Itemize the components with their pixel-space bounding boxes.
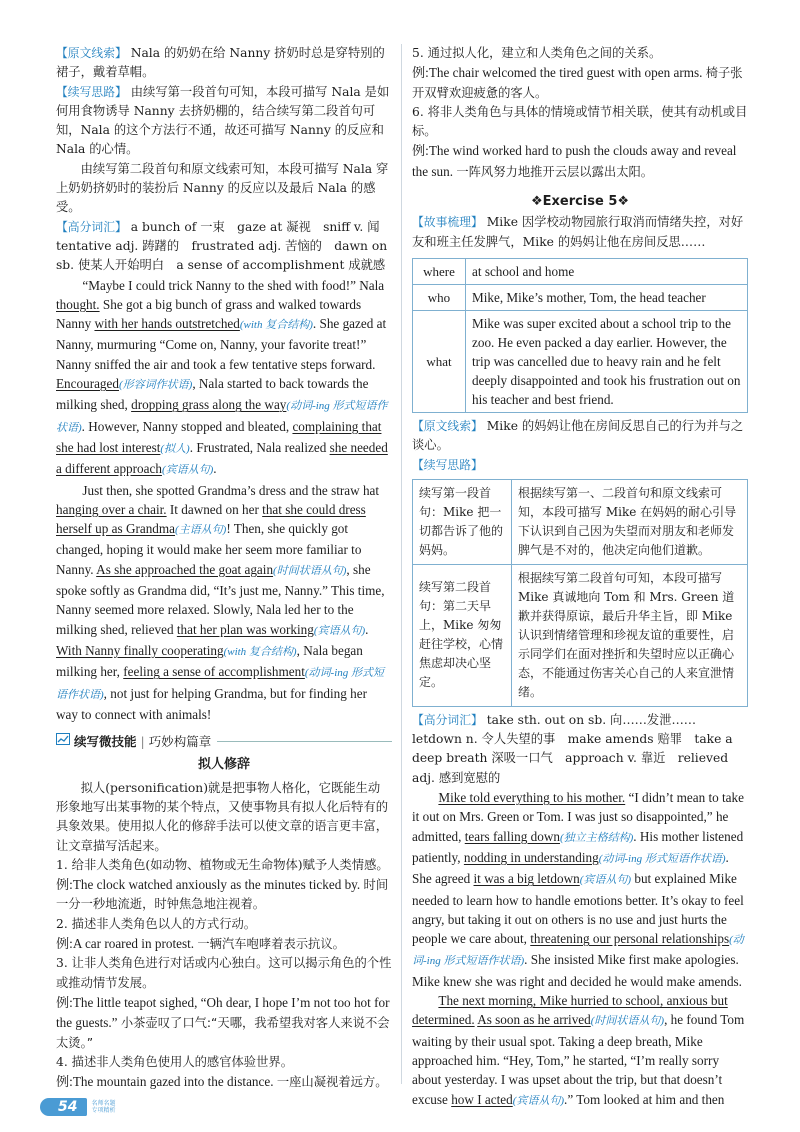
- writing-idea-paragraph: [56, 83, 392, 160]
- writing-idea-text: 由续写第一段首句可知，本段可描写 Nala 是如何用食物诱导 Nanny 去挤奶棚的，结合续写第二段首句可知，Nala 的这个方法行不通，故还可描写 Nanny 的反应和 Nala 的心情。: [56, 84, 390, 157]
- right-writing-idea-tag-line: [412, 456, 748, 475]
- highlighted-phrase: threatening our personal relationships: [530, 931, 730, 947]
- skill-subtitle: 巧妙构篇章: [148, 734, 212, 750]
- writing-idea-explanation: 根据续写第二段首句可知，本段可描写 Mike 真诚地向 Tom 和 Mrs. Green 道歉并获得原谅，最后升华主旨，即 Mike 认识到情绪管理和珍视友谊的重要性，启示同学们在面对挫折和失望时应以正确心态，不能通过伤害关心自己的人来宣泄情绪。: [512, 564, 748, 706]
- example-chinese: 时间一分一秒地流逝，时钟焦急地注视着。: [56, 878, 389, 912]
- highlighted-phrase: it was a big letdown: [473, 871, 580, 887]
- technique-list-continued: [412, 44, 748, 182]
- essay-text: , not just for helping Grandma, but for finding her way to connect with animals!: [56, 685, 368, 722]
- technique-example: [56, 934, 392, 954]
- writing-idea-row: [413, 564, 748, 706]
- example-chinese: 小茶壶叹了口气:“天哪，我希望我对客人来说不会太烫。”: [56, 1016, 390, 1050]
- grammar-note: (时间状语从句): [590, 1015, 665, 1028]
- essay-paragraph-2: [56, 481, 392, 725]
- technique-example: [56, 993, 392, 1053]
- skill-separator: |: [140, 734, 145, 750]
- highlighted-phrase: with her hands outstretched: [94, 316, 240, 332]
- right-writing-idea-tag: 【续写思路】: [412, 457, 483, 472]
- highlighted-phrase: As she approached the goat again: [96, 561, 274, 577]
- footer-brand: [91, 1100, 115, 1114]
- original-clue-tag: 【原文线索】: [56, 46, 127, 60]
- example-chinese: 一阵风努力地推开云层以露出太阳。: [456, 164, 654, 179]
- technique-example: [412, 63, 748, 103]
- essay-text: It dawned on her: [166, 501, 263, 517]
- essay-paragraph-1: [56, 276, 392, 481]
- story-row: [413, 284, 748, 310]
- grammar-note: (宾语从句): [313, 624, 366, 637]
- example-english: 例:The clock watched anxiously as the minutes ticked by.: [56, 877, 364, 893]
- footer-brand-line-1: 名师名题: [91, 1100, 116, 1107]
- highlighted-phrase: that her plan was working: [176, 621, 314, 637]
- technique-heading: 4. 描述非人类角色使用人的感官体验世界。: [56, 1054, 293, 1069]
- grammar-note: (动词-ing 形式短语作状语): [56, 667, 385, 701]
- essay-text: . Frustrated, Nala realized: [189, 439, 330, 455]
- highlighted-phrase: thought.: [56, 296, 100, 312]
- trend-chart-icon: [56, 732, 70, 751]
- technique-heading: 1. 给非人类角色(如动物、植物或无生命物体)赋予人类情感。: [56, 857, 389, 872]
- section-title: 拟人修辞: [197, 757, 250, 773]
- story-row-value: Mike was super excited about a school trip to the zoo. He even packed a day earlier. However, the trip was cancelled due to heavy rain and he felt deeply disappointed and took his frustration out on his teacher and best friend.: [466, 310, 748, 412]
- page-footer: [40, 1098, 116, 1116]
- example-english: 例:A car roared in protest.: [56, 936, 198, 952]
- writing-idea-row: [413, 479, 748, 564]
- right-column: [412, 44, 748, 1111]
- example-chinese: 一座山凝视着远方。: [276, 1075, 388, 1090]
- example-english: 例:The little teapot sighed, “Oh dear, I hope I’m not too hot for the guests.”: [56, 994, 390, 1031]
- highlighted-phrase: feeling a sense of accomplishment: [123, 664, 305, 680]
- right-essay-paragraph-1: [412, 788, 748, 991]
- essay-text: .: [365, 621, 369, 637]
- highlighted-phrase: complaining that she had lost interest: [56, 418, 382, 455]
- story-row-key: where: [413, 258, 466, 284]
- footer-brand-line-2: 专项精析: [91, 1107, 116, 1114]
- original-clue-paragraph: [56, 44, 392, 83]
- personification-intro: 拟人(personification)就是把事物人格化，它既能生动形象地写出某事物的某个特点，又使事物具有拟人化后特有的具象效果。使用拟人化的修辞手法可以使文章的语言更丰富，让文章描写活起来。: [56, 780, 389, 853]
- essay-text: Just then, she spotted Grandma’s dress and the straw hat: [82, 482, 380, 498]
- highlighted-phrase: tears falling down: [464, 828, 560, 844]
- right-vocabulary-tag: 【高分词汇】: [412, 712, 483, 727]
- column-divider: [401, 44, 402, 1084]
- grammar-note: (宾语从句): [579, 874, 632, 887]
- technique-heading: 5. 通过拟人化，建立和人类角色之间的关系。: [412, 46, 662, 60]
- technique-heading: 6. 将非人类角色与具体的情境或情节相关联，使其有动机或目标。: [412, 104, 748, 139]
- right-essay-paragraph-2: [412, 991, 748, 1111]
- vocabulary-tag: 【高分词汇】: [56, 219, 127, 234]
- highlighted-phrase: that she could dress herself up as Grandma: [56, 501, 366, 537]
- grammar-note: (形容词作状语): [118, 379, 193, 392]
- grammar-note: (动词-ing 形式短语作状语): [598, 852, 726, 865]
- essay-text: .: [213, 461, 217, 477]
- writing-idea-first-sentence: 续写第一段首句：Mike 把一切都告诉了他的妈妈。: [413, 479, 512, 564]
- right-vocabulary-text: take sth. out on sb. 向……发泄…… letdown n. 令人失望的事 make amends 赔罪 take a deep breath 深吸一口气 approach v. 靠近 relieved adj. 感到宽慰的: [412, 712, 733, 785]
- essay-text: .” Tom looked at him and then: [564, 1091, 725, 1107]
- essay-text: but explained Mike needed to learn how to handle emotions better. It’s okay to feel angry, but taking it out on others is no use and just hurts the people we care about,: [412, 871, 744, 947]
- grammar-note: (宾语从句): [512, 1094, 565, 1107]
- essay-text: , Nala started to back towards the milking shed,: [56, 376, 369, 413]
- example-english: 例:The chair welcomed the tired guest with open arms.: [412, 65, 706, 81]
- skill-rule: [217, 741, 392, 742]
- vocabulary-paragraph: [56, 218, 392, 276]
- story-summary-tag: 【故事梳理】: [412, 215, 483, 230]
- story-summary-text: Mike 因学校动物园旅行取消而情绪失控，对好友和班主任发脾气，Mike 的妈妈让他在房间反思……: [412, 215, 744, 249]
- grammar-note: (宾语从句): [161, 464, 214, 477]
- story-row: [413, 310, 748, 412]
- right-vocabulary-paragraph: [412, 711, 748, 788]
- highlighted-phrase: she needed a different approach: [56, 439, 388, 477]
- grammar-note: (with 复合结构): [223, 645, 297, 658]
- story-summary-paragraph: [412, 213, 748, 252]
- essay-text: , Nala began milking her,: [56, 642, 363, 680]
- grammar-note: (时间状语从句): [273, 564, 347, 577]
- highlighted-phrase: dropping grass along the way: [131, 397, 287, 413]
- technique-example: [56, 1072, 392, 1092]
- technique-example: [412, 141, 748, 182]
- story-row-value: Mike, Mike’s mother, Tom, the head teacher: [466, 284, 748, 310]
- example-english: 例:The wind worked hard to push the clouds away and reveal the sun.: [412, 143, 737, 179]
- highlighted-phrase: hanging over a chair.: [56, 501, 167, 517]
- writing-idea-explanation: 根据续写第一、二段首句和原文线索可知，本段可描写 Mike 在妈妈的耐心引导下认识到自己因为失望而对朋友和老师发脾气是不对的，他决定向他们道歉。: [512, 479, 748, 564]
- writing-idea-first-sentence: 续写第二段首句：第二天早上，Mike 匆匆赶往学校，心情焦虑却决心坚定。: [413, 564, 512, 706]
- essay-text: , he found Tom waiting by their usual spot. Taking a deep breath, Mike approached him. “Hey, Tom,” he started, “I’m really sorry about yesterday. I was upset about the trip, but that doesn’t excuse: [412, 1012, 745, 1107]
- writing-idea-table: [412, 479, 748, 707]
- highlighted-phrase: As soon as he arrived: [477, 1012, 591, 1028]
- grammar-note: (主语从句): [175, 524, 227, 537]
- story-row-key: who: [413, 284, 466, 310]
- essay-text: ! Then, she quickly got changed, hoping it would make her seem more familiar to Nanny.: [56, 521, 362, 577]
- exercise-title: ❖Exercise 5❖: [530, 194, 630, 210]
- highlighted-phrase: nodding in understanding: [463, 849, 599, 865]
- story-row-value: at school and home: [466, 258, 748, 284]
- highlighted-phrase: Mike told everything to his mother.: [438, 790, 626, 806]
- original-clue-text: Nala 的奶奶在给 Nanny 挤奶时总是穿特别的裙子，戴着草帽。: [56, 46, 385, 80]
- writing-idea-tag: 【续写思路】: [56, 84, 127, 99]
- essay-text: “I didn’t mean to take it out on Mrs. Green or Tom. I was just so disappointed,” he admitted,: [412, 790, 744, 844]
- writing-idea-paragraph-2: 由续写第二段首句和原文线索可知，本段可描写 Nala 穿上奶奶挤奶时的装扮后 Nanny 的反应以及最后 Nala 的感受。: [56, 161, 389, 215]
- essay-text: , she spoke softly as Grandma did, “It’s just me, Nanny.” This time, Nanny seemed more relaxed. Slowly, Nala led her to the milking shed, relieved: [56, 561, 385, 637]
- technique-heading: 3. 让非人类角色进行对话或内心独白。这可以揭示角色的个性或推动情节发展。: [56, 956, 392, 990]
- essay-text: She got a big bunch of grass and walked towards Nanny: [56, 296, 362, 332]
- example-chinese: 椅子张开双臂欢迎疲惫的客人。: [412, 66, 743, 100]
- technique-example: [56, 875, 392, 915]
- grammar-note: (动词-ing 形式短语作状语): [56, 400, 388, 434]
- essay-text: . She gazed at Nanny, murmuring “Come on, Nanny, your favorite treat!” Nanny sniffed the air and took a few tentative steps forward.: [56, 316, 387, 372]
- essay-text: . However, Nanny stopped and bleated,: [81, 418, 293, 434]
- grammar-note: (拟人): [160, 442, 190, 455]
- grammar-note: (独立主格结构): [559, 831, 634, 844]
- skill-header: [56, 732, 392, 751]
- essay-text: . She insisted Mike first make apologies. Mike knew she was right and decided he would make amends.: [412, 952, 742, 989]
- left-column: [56, 44, 392, 1092]
- example-english: 例:The mountain gazed into the distance.: [56, 1074, 277, 1090]
- page-number: 54: [40, 1098, 87, 1116]
- technique-list: [56, 856, 392, 1093]
- essay-text: . His mother listened patiently,: [412, 828, 744, 865]
- highlighted-phrase: Encouraged: [56, 376, 119, 392]
- highlighted-phrase: With Nanny finally cooperating: [56, 642, 224, 658]
- highlighted-phrase: The next morning, Mike hurried to school, anxious but determined.: [412, 993, 728, 1028]
- essay-text: . She agreed: [412, 849, 729, 887]
- right-original-clue-paragraph: [412, 417, 748, 456]
- grammar-note: (with 复合结构): [239, 319, 313, 332]
- example-chinese: 一辆汽车咆哮着表示抗议。: [197, 937, 345, 952]
- story-row: [413, 258, 748, 284]
- technique-heading: 2. 描述非人类角色以人的方式行动。: [56, 916, 257, 931]
- vocabulary-text: a bunch of 一束 gaze at 凝视 sniff v. 闻 tentative adj. 踌躇的 frustrated adj. 苦恼的 dawn on sb. 使某人开始明白 a sense of accomplishment 成就感: [56, 219, 392, 273]
- skill-title: 续写微技能: [74, 734, 137, 750]
- highlighted-phrase: how I acted: [451, 1091, 513, 1107]
- story-table: [412, 258, 748, 413]
- right-original-clue-tag: 【原文线索】: [412, 418, 483, 433]
- right-original-clue-text: Mike 的妈妈让他在房间反思自己的行为并与之谈心。: [412, 418, 744, 453]
- essay-text: “Maybe I could trick Nanny to the shed with food!” Nala: [82, 277, 385, 293]
- grammar-note: (动词-ing 形式短语作状语): [412, 934, 744, 968]
- story-row-key: what: [413, 310, 466, 412]
